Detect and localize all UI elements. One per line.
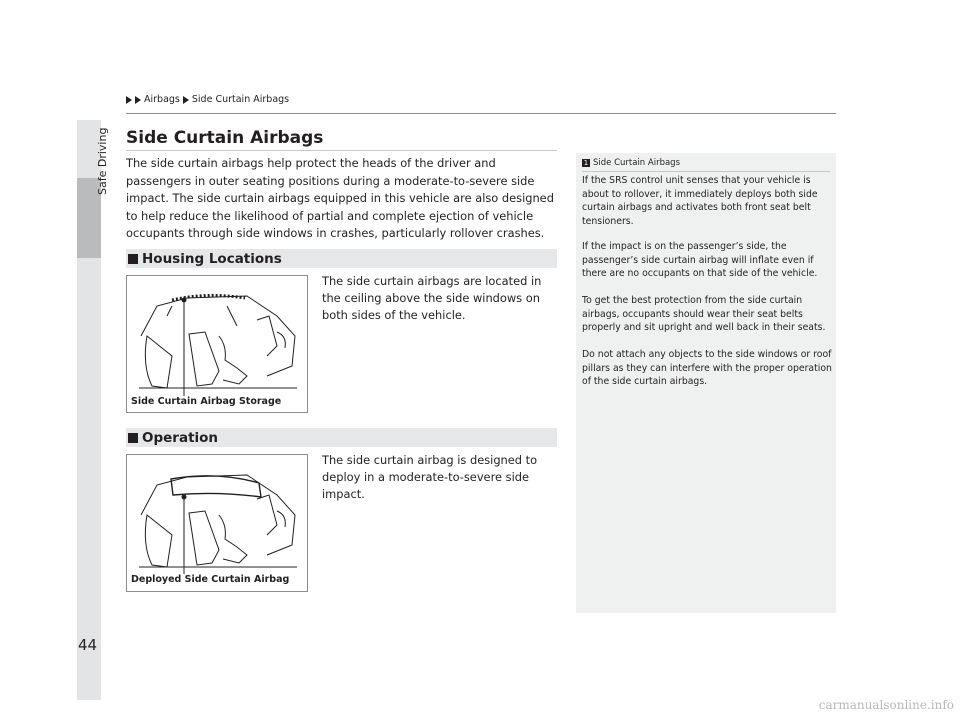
figure-caption-storage: Side Curtain Airbag Storage	[131, 396, 282, 407]
header-divider	[126, 113, 836, 114]
intro-paragraph: The side curtain airbags help protect the heads of the driver and passengers in outer seating positions during a moderate-to-severe side impact. The side curtain airbags equipped in this vehicle are also designed to help reduce the likelihood of partial and complete ejection of vehicle occupants through side windows in crashes, particularly rollover crashes.	[126, 156, 554, 240]
square-bullet-icon	[128, 433, 138, 443]
note-title-text: Side Curtain Airbags	[593, 158, 680, 168]
section-heading-text: Housing Locations	[142, 250, 282, 267]
figure-airbag-storage	[126, 275, 308, 413]
page-title: Side Curtain Airbags	[126, 128, 324, 148]
note-title	[582, 158, 680, 168]
watermark: carmanualsonline.info	[818, 698, 954, 712]
breadcrumb-arrow-icon	[126, 96, 132, 104]
note-reference-icon: 1	[583, 159, 589, 167]
figure-deployed-airbag	[126, 454, 308, 592]
page-number: 44	[78, 636, 98, 654]
breadcrumb-arrow-icon	[135, 96, 141, 104]
note-paragraph: Do not attach any objects to the side windows or roof pillars as they can interfere with the proper operation of the side curtain airbags.	[582, 349, 832, 388]
figure-caption-deployed: Deployed Side Curtain Airbag	[131, 574, 290, 585]
operation-paragraph: The side curtain airbag is designed to deploy in a moderate-to-severe side impact.	[322, 453, 538, 501]
sidebar-label: Safe Driving	[96, 127, 109, 195]
note-paragraph: If the SRS control unit senses that your vehicle is about to rollover, it immediately deploys both side curtain airbags and activates both front seat belt tensioners.	[582, 175, 818, 227]
breadcrumb-item-airbags[interactable]: Airbags	[144, 94, 180, 105]
title-divider	[126, 150, 557, 151]
car-interior-illustration	[127, 276, 307, 412]
section-heading-operation	[126, 428, 557, 447]
note-paragraph: To get the best protection from the side curtain airbags, occupants should wear their seat belts properly and sit upright and well back in their seats.	[582, 295, 826, 334]
breadcrumb	[126, 94, 289, 105]
note-divider	[582, 171, 830, 172]
note-paragraph: If the impact is on the passenger’s side, the passenger’s side curtain airbag will inflate even if there are no occupants on that side of the vehicle.	[582, 241, 818, 280]
housing-paragraph: The side curtain airbags are located in the ceiling above the side windows on both sides of the vehicle.	[322, 274, 542, 322]
section-heading-housing	[126, 249, 557, 268]
breadcrumb-arrow-icon	[183, 96, 189, 104]
car-interior-deployed-illustration	[127, 455, 307, 591]
section-heading-text: Operation	[142, 429, 219, 446]
square-bullet-icon	[128, 254, 138, 264]
breadcrumb-item-side-curtain[interactable]: Side Curtain Airbags	[191, 94, 290, 105]
